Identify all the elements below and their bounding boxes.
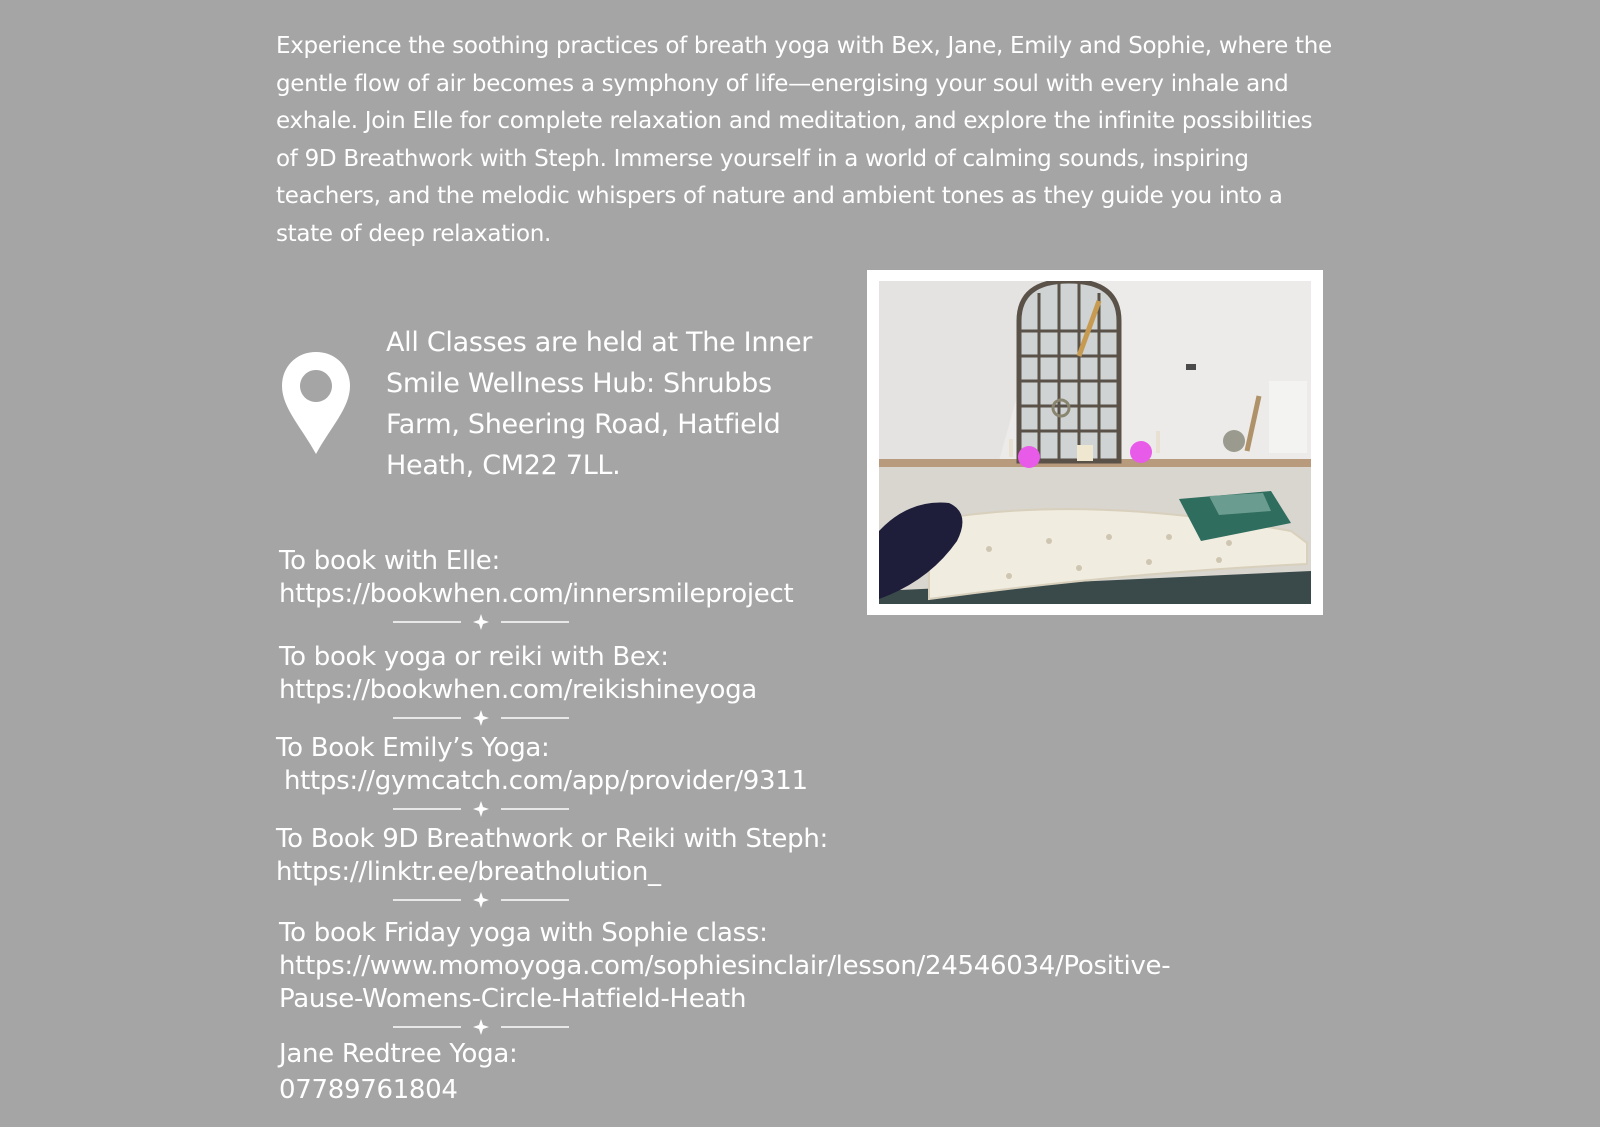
star-divider bbox=[393, 1019, 569, 1035]
booking-link-sophie[interactable]: https://www.momoyoga.com/sophiesinclair/lesson/24546034/Positive- bbox=[279, 951, 1171, 981]
booking-jane bbox=[279, 1036, 517, 1108]
booking-label: Jane Redtree Yoga: bbox=[279, 1039, 518, 1069]
booking-label: To book with Elle: bbox=[279, 546, 500, 576]
venue-address: All Classes are held at The Inner Smile Wellness Hub: Shrubbs Farm, Sheering Road, Hatfield Heath, CM22 7LL. bbox=[386, 327, 813, 481]
booking-label: To Book Emily’s Yoga: bbox=[276, 733, 550, 763]
booking-phone-jane[interactable]: 07789761804 bbox=[279, 1075, 458, 1105]
booking-link-elle[interactable]: https://bookwhen.com/innersmileproject bbox=[279, 579, 794, 609]
intro-paragraph: Experience the soothing practices of breath yoga with Bex, Jane, Emily and Sophie, where the gentle flow of air becomes a symphony of life—energising your soul with every inhale and exhale. Join Elle for complete relaxation and meditation, and explore the infinite possibilities of 9D Breathwork with Steph. Immerse yourself in a world of calming sounds, inspiring teachers, and the melodic whispers of nature and ambient tones as they guide you into a state of deep relaxation. bbox=[276, 33, 1332, 247]
booking-link-bex[interactable]: https://bookwhen.com/reikishineyoga bbox=[279, 675, 757, 705]
booking-link-sophie-continued[interactable]: Pause-Womens-Circle-Hatfield-Heath bbox=[279, 984, 747, 1014]
studio-photo bbox=[879, 281, 1311, 604]
booking-elle bbox=[279, 545, 793, 611]
booking-emily bbox=[276, 732, 808, 798]
booking-sophie bbox=[279, 917, 1170, 1016]
star-divider bbox=[393, 801, 569, 817]
booking-link-emily[interactable]: https://gymcatch.com/app/provider/9311 bbox=[276, 766, 808, 796]
booking-label: To book Friday yoga with Sophie class: bbox=[279, 918, 768, 948]
star-divider bbox=[393, 710, 569, 726]
booking-link-steph[interactable]: https://linktr.ee/breatholution_ bbox=[276, 857, 661, 887]
booking-label: To book yoga or reiki with Bex: bbox=[279, 642, 669, 672]
booking-bex bbox=[279, 641, 757, 707]
star-divider bbox=[393, 892, 569, 908]
booking-steph bbox=[276, 823, 828, 889]
arched-mirror bbox=[1019, 281, 1119, 461]
star-divider bbox=[393, 614, 569, 630]
booking-label: To Book 9D Breathwork or Reiki with Steph: bbox=[276, 824, 828, 854]
studio-photo-frame bbox=[867, 270, 1323, 615]
map-pin-icon bbox=[280, 350, 352, 456]
